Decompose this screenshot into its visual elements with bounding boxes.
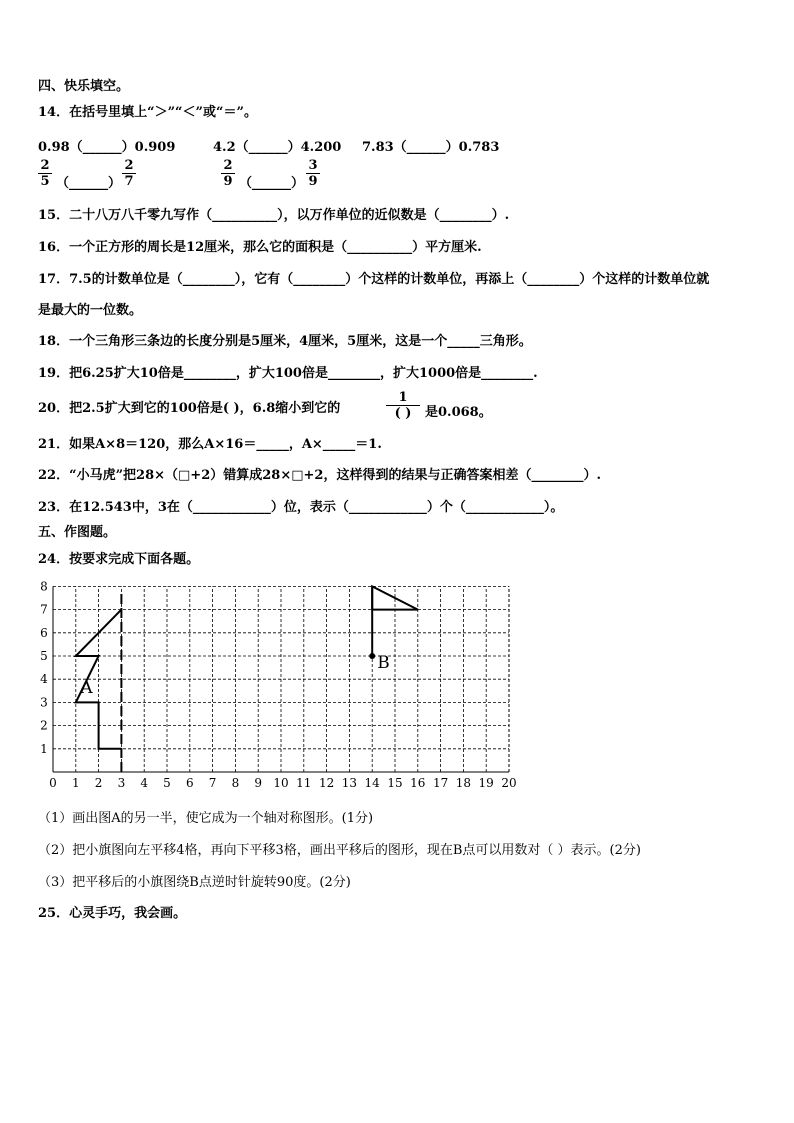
y-tick-label: 1: [40, 741, 48, 756]
q17-line1: 17．7.5的计数单位是（________），它有（________）个这样的计数单位，再添上（________）个这样的计数单位就: [38, 272, 710, 287]
x-tick-label: 18: [455, 776, 472, 790]
q25: 25．心灵手巧，我会画。: [38, 906, 187, 921]
section4-title: 四、快乐填空。: [38, 79, 130, 94]
x-tick-label: 1: [71, 776, 80, 790]
x-tick-label: 9: [254, 776, 263, 790]
q17-line2: 是最大的一位数。: [38, 303, 143, 318]
x-tick-label: 5: [163, 776, 171, 790]
fraction-3-9: 3 9: [306, 158, 320, 189]
q14-text: 14．在括号里填上“＞”“＜”或“＝”。: [38, 105, 257, 120]
q14-compare-3: 7.83（______）0.783: [362, 140, 500, 155]
x-tick-label: 17: [432, 776, 449, 790]
fraction-2-5: 2 5: [38, 158, 52, 189]
coordinate-grid: [30, 578, 525, 790]
q16: 16．一个正方形的周长是12厘米，那么它的面积是（__________）平方厘米.: [38, 240, 482, 255]
x-tick-label: 19: [478, 776, 494, 790]
q20-fraction: 1 ( ): [386, 390, 420, 421]
x-tick-label: 15: [387, 776, 403, 790]
x-tick-label: 13: [341, 776, 358, 790]
q20-after: 是0.068。: [425, 405, 492, 420]
y-tick-label: 4: [40, 672, 48, 687]
section5-title: 五、作图题。: [38, 525, 117, 540]
q24-part1: （1）画出图A的另一半，使它成为一个轴对称图形。(1分): [38, 811, 374, 826]
q14-compare-2: 4.2（______）4.200: [213, 140, 342, 155]
q19: 19．把6.25扩大10倍是________，扩大100倍是________，扩大1000倍是________.: [38, 366, 538, 381]
y-tick-label: 3: [40, 695, 48, 710]
point-b-label: B: [377, 653, 390, 673]
x-tick-label: 16: [410, 776, 426, 790]
q14-compare-1: 0.98（______）0.909: [38, 140, 176, 155]
y-tick-label: 7: [40, 602, 48, 617]
x-tick-label: 8: [231, 776, 240, 790]
q22: 22．“小马虎”把28×（□+2）错算成28×□+2，这样得到的结果与正确答案相差（________）.: [38, 468, 601, 483]
point-b: [369, 653, 375, 659]
x-tick-label: 10: [273, 776, 289, 790]
q24-part2: （2）把小旗图向左平移4格，再向下平移3格，画出平移后的图形，现在B点可以用数对（ ）表示。(2分): [38, 843, 641, 858]
q14-blank-1: （______）: [56, 176, 122, 191]
y-tick-label: 6: [40, 625, 48, 640]
fraction-2-7: 2 7: [122, 158, 136, 189]
x-tick-label: 4: [140, 776, 149, 790]
q20-before: 20．把2.5扩大到它的100倍是( )，6.8缩小到它的: [38, 401, 341, 416]
y-tick-label: 8: [40, 579, 48, 594]
x-tick-label: 20: [501, 776, 517, 790]
q18: 18．一个三角形三条边的长度分别是5厘米，4厘米，5厘米，这是一个_____三角形。: [38, 334, 532, 349]
fraction-2-9: 2 9: [221, 158, 235, 189]
q21: 21．如果A×8＝120，那么A×16＝_____，A×_____＝1.: [38, 437, 382, 452]
shape-a-label: A: [80, 678, 93, 699]
y-tick-label: 5: [40, 649, 48, 663]
q15: 15．二十八万八千零九写作（__________），以万作单位的近似数是（________）.: [38, 208, 510, 223]
x-tick-label: 6: [185, 776, 194, 790]
x-tick-label: 0: [49, 776, 57, 790]
q14-blank-2: （______）: [239, 176, 305, 191]
q24: 24．按要求完成下面各题。: [38, 552, 200, 567]
x-tick-label: 3: [117, 776, 126, 790]
q23: 23．在12.543中，3在（____________）位，表示（____________）个（____________）。: [38, 500, 564, 515]
x-tick-label: 2: [94, 776, 103, 790]
q24-part3: （3）把平移后的小旗图绕B点逆时针旋转90度。(2分): [38, 875, 351, 890]
x-tick-label: 14: [364, 776, 380, 790]
y-tick-label: 2: [40, 718, 48, 733]
x-tick-label: 7: [208, 776, 217, 790]
x-tick-label: 12: [318, 776, 335, 790]
x-tick-label: 11: [296, 776, 312, 790]
